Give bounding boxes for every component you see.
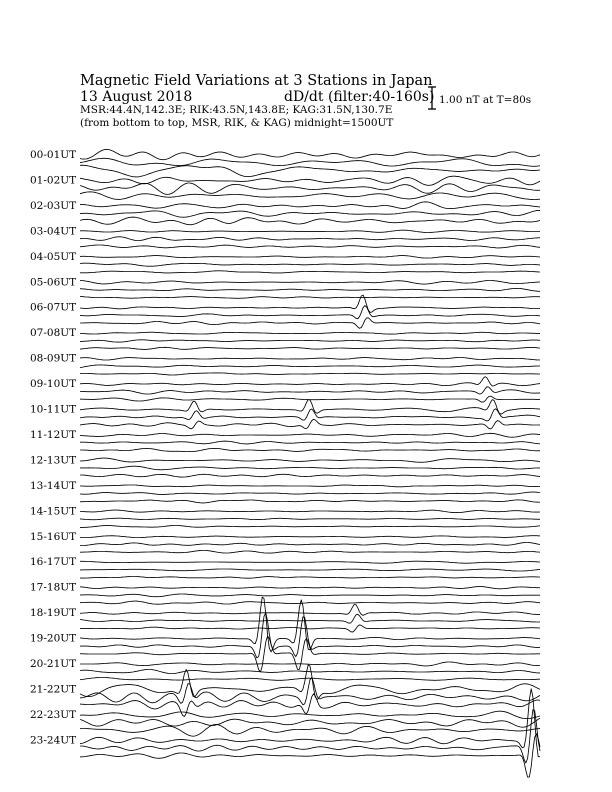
hour-label-17-18UT: 17-18UT (30, 581, 77, 594)
scale-bar (428, 87, 531, 109)
trace-11-12UT-RIK (80, 441, 540, 444)
trace-01-02UT-MSR (80, 192, 540, 200)
trace-00-01UT-MSR (80, 165, 540, 177)
hour-label-21-22UT: 21-22UT (30, 683, 77, 696)
trace-09-10UT-RIK (80, 387, 540, 394)
trace-17-18UT-KAG (80, 587, 540, 589)
trace-10-11UT-MSR (80, 419, 540, 429)
trace-09-10UT-MSR (80, 396, 540, 402)
trace-02-03UT-MSR (80, 217, 540, 225)
hour-label-08-09UT: 08-09UT (30, 352, 77, 365)
hour-label-20-21UT: 20-21UT (30, 658, 77, 670)
trace-18-19UT-RIK (80, 614, 540, 623)
hour-label-07-08UT: 07-08UT (30, 327, 77, 340)
date-label: 13 August 2018 (80, 89, 193, 105)
trace-22-23UT-KAG (80, 711, 540, 718)
hour-label-13-14UT: 13-14UT (30, 479, 77, 492)
trace-03-04UT-MSR (80, 245, 540, 248)
trace-04-05UT-RIK (80, 263, 540, 266)
trace-16-17UT-MSR (80, 577, 540, 579)
trace-19-20UT-RIK (80, 613, 540, 658)
trace-06-07UT-MSR (80, 318, 540, 329)
trace-22-23UT-RIK (80, 718, 540, 727)
trace-07-08UT-KAG (80, 332, 540, 334)
trace-09-10UT-KAG (80, 377, 540, 386)
trace-03-04UT-KAG (80, 230, 540, 232)
trace-04-05UT-MSR (80, 271, 540, 273)
trace-21-22UT-KAG (80, 665, 540, 700)
hour-label-23-24UT: 23-24UT (30, 734, 77, 747)
hour-label-19-20UT: 19-20UT (30, 632, 77, 645)
hour-label-10-11UT: 10-11UT (30, 403, 77, 416)
hour-label-00-01UT: 00-01UT (30, 149, 77, 161)
trace-00-01UT-RIK (80, 158, 540, 166)
trace-18-19UT-MSR (80, 625, 540, 632)
trace-12-13UT-KAG (80, 458, 540, 462)
hour-label-18-19UT: 18-19UT (30, 607, 77, 620)
trace-01-02UT-RIK (80, 183, 540, 194)
trace-21-22UT-MSR (80, 694, 540, 717)
hour-label-09-10UT: 09-10UT (30, 378, 77, 391)
hour-label-11-12UT: 11-12UT (30, 428, 77, 441)
trace-03-04UT-RIK (80, 237, 540, 241)
title-block (80, 73, 434, 129)
trace-08-09UT-MSR (80, 373, 540, 375)
trace-15-16UT-MSR (80, 551, 540, 554)
hour-label-15-16UT: 15-16UT (30, 530, 77, 543)
trace-14-15UT-KAG (80, 510, 540, 512)
hour-label-06-07UT: 06-07UT (30, 301, 77, 314)
chart-title: Magnetic Field Variations at 3 Stations in Japan (80, 73, 433, 89)
trace-04-05UT-KAG (80, 256, 540, 259)
trace-05-06UT-KAG (80, 280, 540, 284)
trace-17-18UT-MSR (80, 601, 540, 604)
trace-05-06UT-MSR (80, 297, 540, 299)
trace-20-21UT-KAG (80, 662, 540, 666)
trace-20-21UT-RIK (80, 670, 540, 674)
hour-labels (30, 149, 76, 746)
trace-11-12UT-MSR (80, 448, 540, 451)
trace-00-01UT-KAG (80, 149, 540, 159)
scale-label: 1.00 nT at T=80s (439, 94, 532, 106)
trace-19-20UT-KAG (80, 597, 540, 652)
trace-14-15UT-MSR (80, 526, 540, 528)
hour-label-22-23UT: 22-23UT (30, 708, 77, 721)
trace-18-19UT-KAG (80, 605, 540, 616)
trace-12-13UT-RIK (80, 466, 540, 470)
trace-13-14UT-RIK (80, 492, 540, 494)
trace-02-03UT-RIK (80, 210, 540, 217)
trace-10-11UT-KAG (80, 400, 540, 415)
trace-10-11UT-RIK (80, 409, 540, 421)
trace-11-12UT-KAG (80, 433, 540, 437)
trace-02-03UT-KAG (80, 202, 540, 209)
trace-05-06UT-RIK (80, 288, 540, 291)
trace-21-22UT-RIK (80, 678, 540, 705)
trace-07-08UT-RIK (80, 340, 540, 342)
trace-16-17UT-KAG (80, 561, 540, 563)
trace-15-16UT-KAG (80, 536, 540, 538)
quantity-label: dD/dt (filter:40-160s) (284, 89, 435, 105)
trace-22-23UT-MSR (80, 724, 540, 736)
hour-label-14-15UT: 14-15UT (30, 505, 77, 518)
trace-13-14UT-MSR (80, 500, 540, 503)
hour-label-03-04UT: 03-04UT (30, 225, 77, 238)
trace-23-24UT-RIK (80, 710, 540, 763)
hour-label-02-03UT: 02-03UT (30, 199, 77, 212)
hour-label-01-02UT: 01-02UT (30, 174, 77, 187)
trace-12-13UT-MSR (80, 474, 540, 477)
trace-14-15UT-RIK (80, 518, 540, 520)
order-line: (from bottom to top, MSR, RIK, & KAG) midnight=1500UT (80, 117, 394, 129)
hour-label-12-13UT: 12-13UT (30, 454, 77, 467)
trace-17-18UT-RIK (80, 594, 540, 597)
hour-label-04-05UT: 04-05UT (30, 250, 77, 263)
traces (80, 149, 540, 777)
stations-line: MSR:44.4N,142.3E; RIK:43.5N,143.8E; KAG:31.5N,130.7E (80, 104, 393, 116)
trace-08-09UT-KAG (80, 358, 540, 361)
trace-13-14UT-KAG (80, 485, 540, 487)
trace-08-09UT-RIK (80, 365, 540, 368)
hour-label-16-17UT: 16-17UT (30, 556, 77, 569)
trace-16-17UT-RIK (80, 569, 540, 571)
trace-07-08UT-MSR (80, 347, 540, 349)
trace-15-16UT-RIK (80, 543, 540, 546)
hour-label-05-06UT: 05-06UT (30, 276, 77, 289)
